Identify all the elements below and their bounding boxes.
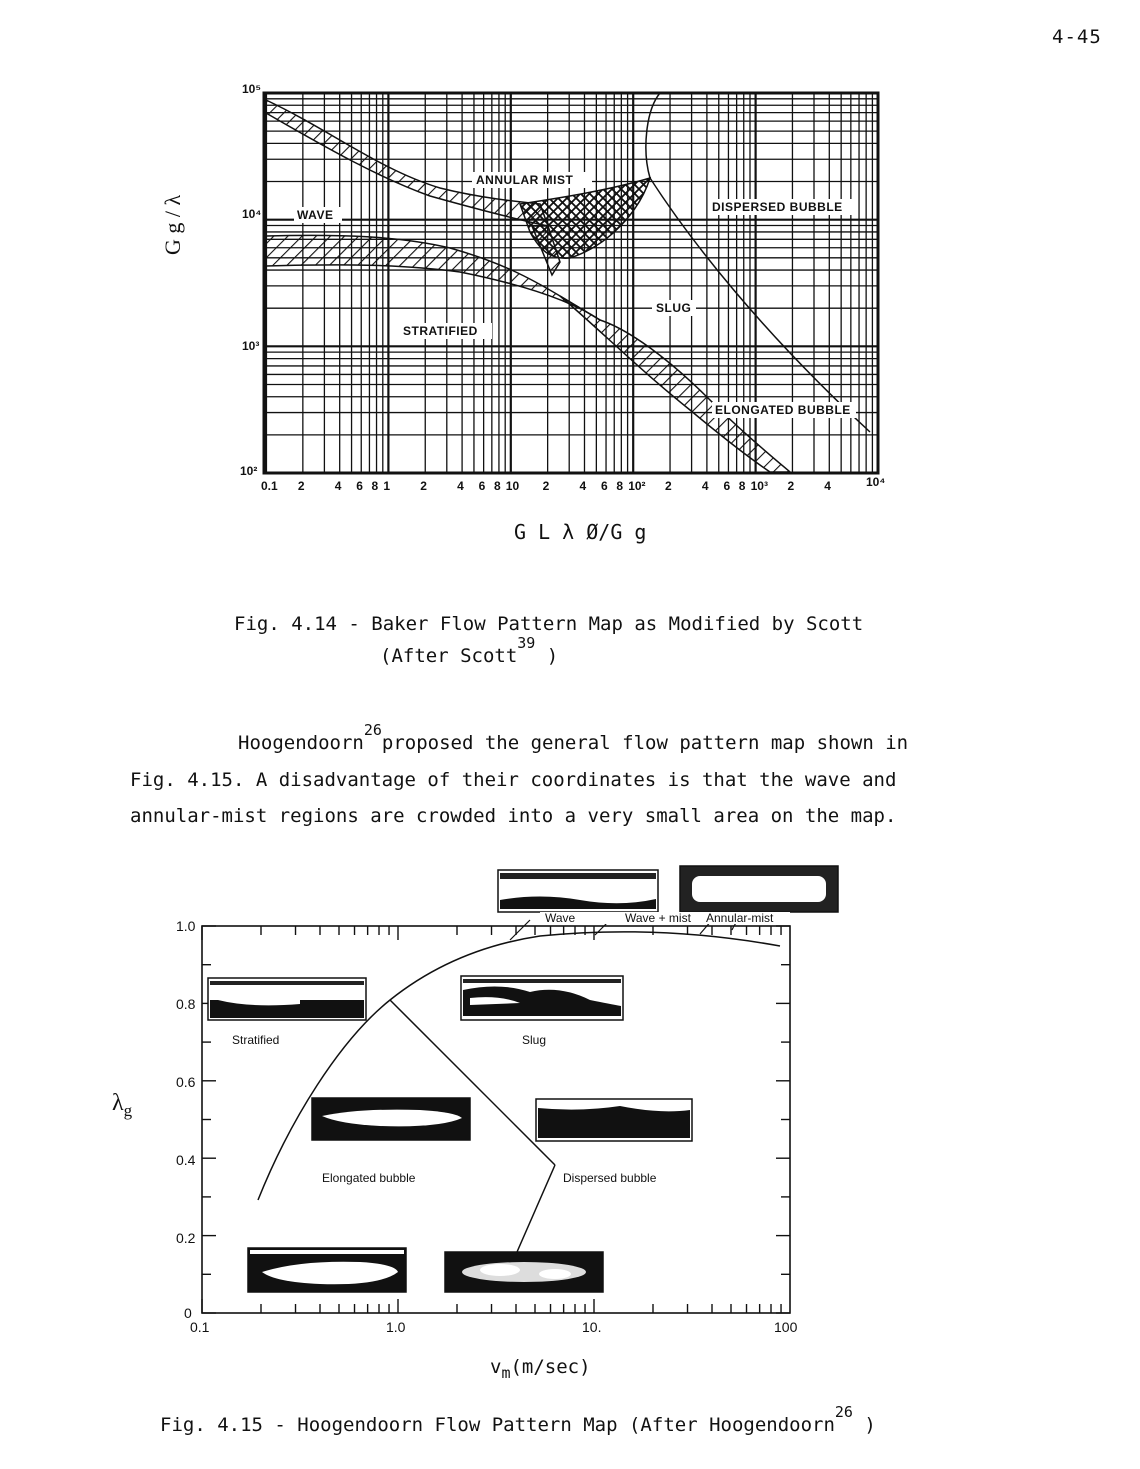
x-tick-label: 2 <box>542 479 550 493</box>
y-tick-1e3: 10³ <box>242 339 260 353</box>
photo-dispersed-bubble-low <box>445 1252 603 1292</box>
y-tick-1.0: 1.0 <box>176 918 196 934</box>
fig2-y-axis-label <box>112 1090 132 1121</box>
x-tick-label: 6 <box>601 479 608 493</box>
page-number: 4-45 <box>1052 26 1102 48</box>
x-tick-label: 8 <box>738 479 746 493</box>
fig2-x-axis-label <box>490 1356 591 1382</box>
lambda-symbol: λ <box>112 1090 124 1116</box>
velocity-unit: (m/sec) <box>510 1356 591 1378</box>
x-tick-label: 1 <box>383 479 391 493</box>
x-tick-label: 4 <box>457 479 464 493</box>
x-tick-label: 0.1 <box>261 479 278 493</box>
x-tick-label: 10² <box>628 479 646 493</box>
x-tick-label: 8 <box>616 479 624 493</box>
y-tick-0.8: 0.8 <box>176 996 196 1012</box>
x-tick-label: 10 <box>505 479 520 493</box>
caption-close-paren: ) <box>546 645 559 667</box>
fig1-x-axis-label: G L λ Ø/G g <box>514 520 647 544</box>
velocity-subscript: m <box>501 1363 511 1382</box>
x-tick-label: 4 <box>824 479 831 493</box>
label-annular-mist: Annular-mist <box>706 911 774 925</box>
label-dispersed-bubble: Dispersed bubble <box>563 1171 657 1185</box>
x-tick-label: 4 <box>334 479 342 493</box>
label-annular-mist: ANNULAR MIST <box>476 173 574 187</box>
lambda-subscript: g <box>123 1100 133 1120</box>
wave-boundary-1 <box>510 920 530 940</box>
label-slug: Slug <box>522 1033 547 1047</box>
x-tick-100: 100 <box>774 1319 798 1335</box>
velocity-symbol: v <box>490 1356 502 1378</box>
fig1-caption-source <box>380 634 559 667</box>
caption-close-paren: ) <box>864 1414 876 1436</box>
reference-superscript: 39 <box>517 634 536 652</box>
paragraph-text: proposed the general flow pattern map shown in <box>381 732 909 754</box>
label-stratified: STRATIFIED <box>403 324 478 338</box>
label-stratified: Stratified <box>232 1033 280 1047</box>
author-name: Hoogendoorn <box>238 732 364 754</box>
photo-wave <box>498 870 658 912</box>
dispersed-lower-boundary <box>517 1165 555 1252</box>
y-tick-1e4: 10⁴ <box>242 207 262 221</box>
x-tick-label: 10³ <box>750 479 768 493</box>
x-tick-label: 6 <box>356 479 363 493</box>
y-tick-1e2: 10² <box>240 464 258 478</box>
reference-superscript: 26 <box>363 721 382 739</box>
paragraph-line-3: annular-mist regions are crowded into a very small area on the map. <box>130 805 897 827</box>
y-tick-1e5: 10⁵ <box>242 82 261 96</box>
x-tick-label: 2 <box>420 479 427 493</box>
x-tick-label: 8 <box>371 479 379 493</box>
photo-slug <box>461 976 623 1020</box>
label-slug: SLUG <box>656 301 692 315</box>
label-dispersed-bubble: DISPERSED BUBBLE <box>712 200 843 214</box>
x-tick-10: 10. <box>582 1319 602 1335</box>
fig1-caption: Fig. 4.14 - Baker Flow Pattern Map as Modified by Scott <box>234 613 864 635</box>
label-wave-mist: Wave + mist <box>625 911 691 925</box>
baker-flow-pattern-map <box>0 0 1140 560</box>
body-paragraph <box>130 721 950 834</box>
paragraph-line-1 <box>130 721 950 762</box>
x-tick-label: 4 <box>701 479 709 493</box>
x-tick-1.0: 1.0 <box>386 1319 406 1335</box>
label-wave: Wave <box>545 911 576 925</box>
caption-source-text: (After Scott <box>380 645 518 667</box>
stratified-boundary-curve <box>258 932 780 1200</box>
x-tick-label: 2 <box>297 479 305 493</box>
y-tick-0.4: 0.4 <box>176 1152 196 1168</box>
y-tick-0.6: 0.6 <box>176 1074 196 1090</box>
x-tick-label: 4 <box>579 479 587 493</box>
photo-dispersed-bubble <box>536 1099 692 1141</box>
y-tick-0: 0 <box>184 1305 192 1321</box>
caption-text: Fig. 4.15 - Hoogendoorn Flow Pattern Map (After Hoogendoorn <box>160 1414 835 1436</box>
x-tick-0.1: 0.1 <box>190 1319 210 1335</box>
x-tick-label: 10⁴ <box>866 475 886 489</box>
paragraph-line-2: Fig. 4.15. A disadvantage of their coordinates is that the wave and <box>130 769 897 791</box>
label-elongated-bubble: ELONGATED BUBBLE <box>715 403 851 417</box>
y-tick-0.2: 0.2 <box>176 1230 196 1246</box>
hoogendoorn-flow-pattern-map <box>0 860 1140 1400</box>
x-tick-labels <box>261 475 885 493</box>
label-wave: WAVE <box>297 208 334 222</box>
label-elongated-bubble: Elongated bubble <box>322 1171 416 1185</box>
x-tick-label: 2 <box>787 479 795 493</box>
photo-stratified <box>208 978 366 1020</box>
fig2-caption <box>160 1403 876 1436</box>
x-tick-label: 2 <box>665 479 672 493</box>
photo-elongated-bubble-low <box>248 1248 406 1292</box>
x-tick-label: 6 <box>723 479 731 493</box>
reference-superscript: 26 <box>834 1403 853 1421</box>
photo-annular-mist <box>680 866 838 912</box>
x-tick-label: 8 <box>493 479 501 493</box>
fig1-y-axis-label: G g / λ <box>160 194 185 255</box>
x-tick-label: 6 <box>478 479 486 493</box>
photo-elongated-bubble <box>312 1098 470 1140</box>
